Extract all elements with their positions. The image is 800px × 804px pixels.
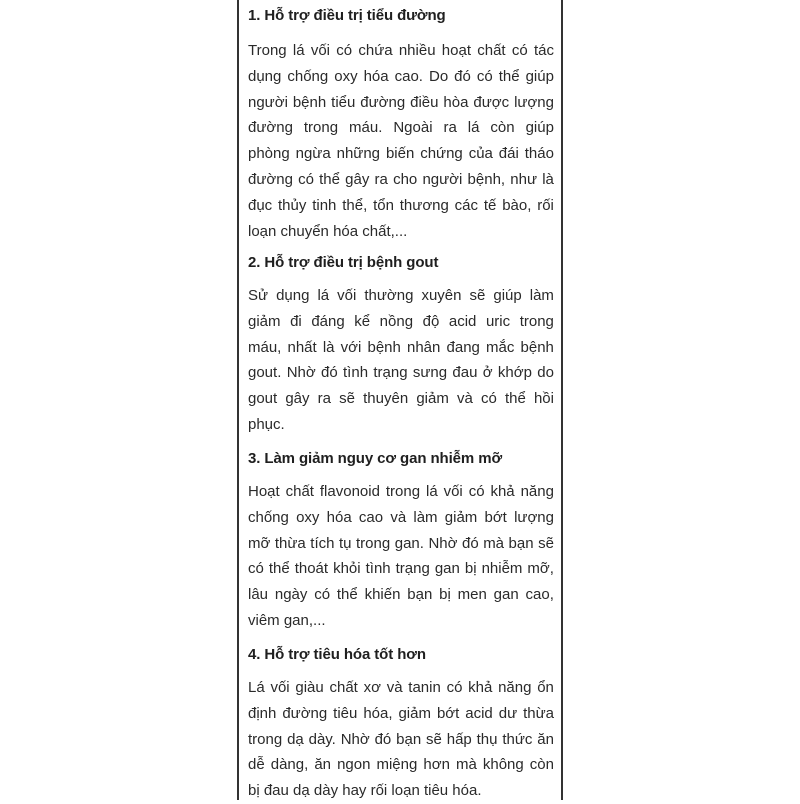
text-line: đục thủy tinh thể, tổn thương các tế bào, rối [248, 196, 554, 214]
section-title: 3. Làm giảm nguy cơ gan nhiễm mỡ [248, 450, 503, 467]
section-title: 2. Hỗ trợ điều trị bệnh gout [248, 254, 439, 271]
paragraph [248, 675, 554, 804]
section-2-body [248, 283, 554, 438]
paragraph [248, 38, 554, 244]
section-1-body [248, 38, 554, 244]
left-border [237, 0, 239, 800]
text-line: chống oxy hóa cao và làm giảm bớt lượng [248, 508, 554, 526]
text-line: bị đau dạ dày hay rối loạn tiêu hóa. [248, 782, 482, 800]
text-line: người bệnh tiểu đường điều hòa được lượng [248, 93, 554, 111]
text-line: phục. [248, 415, 285, 433]
text-line: máu, nhất là với bệnh nhân đang mắc bệnh [248, 338, 554, 356]
text-line: viêm gan,... [248, 611, 326, 629]
section-4-body [248, 675, 554, 804]
section-2 [248, 252, 554, 274]
text-line: dụng chống oxy hóa cao. Do đó có thể giúp [248, 67, 554, 85]
text-line: mỡ thừa tích tụ trong gan. Nhờ đó mà bạn sẽ [248, 534, 554, 552]
paragraph [248, 479, 554, 634]
section-1 [248, 5, 554, 27]
text-line: gout gây ra sẽ thuyên giảm và có thể hồi [248, 390, 554, 408]
text-line: giảm đi đáng kể nồng độ acid uric trong [248, 312, 554, 330]
text-line: Lá vối giàu chất xơ và tanin có khả năng ổn [248, 679, 554, 696]
section-title: 1. Hỗ trợ điều trị tiểu đường [248, 7, 446, 24]
text-line: dễ dàng, ăn ngon miệng hơn mà không còn [248, 756, 554, 774]
section-4 [248, 644, 554, 666]
text-line: trong dạ dày. Nhờ đó bạn sẽ hấp thụ thức ăn [248, 730, 554, 748]
text-line: định đường tiêu hóa, giảm bớt acid dư thừa [248, 704, 554, 722]
text-line: đường trong máu. Ngoài ra lá còn giúp [248, 119, 554, 137]
section-3-body [248, 479, 554, 634]
text-line: Sử dụng lá vối thường xuyên sẽ giúp làm [248, 287, 554, 304]
text-line: đường có thể gây ra cho người bệnh, như là [248, 170, 554, 188]
text-line: có thể thoát khỏi tình trạng gan bị nhiễm mỡ, [248, 560, 554, 578]
text-line: phòng ngừa những biến chứng của đái tháo [248, 145, 554, 163]
right-border [561, 0, 563, 800]
section-3 [248, 448, 554, 470]
text-line: Hoạt chất flavonoid trong lá vối có khả năng [248, 483, 554, 500]
text-line: gout. Nhờ đó tình trạng sưng đau ở khớp do [248, 364, 554, 382]
text-line: lâu ngày có thể khiến bạn bị men gan cao, [248, 586, 554, 604]
text-line: loạn chuyển hóa chất,... [248, 222, 408, 240]
paragraph [248, 283, 554, 438]
text-line: Trong lá vối có chứa nhiều hoạt chất có tác [248, 42, 554, 59]
section-title: 4. Hỗ trợ tiêu hóa tốt hơn [248, 646, 426, 663]
